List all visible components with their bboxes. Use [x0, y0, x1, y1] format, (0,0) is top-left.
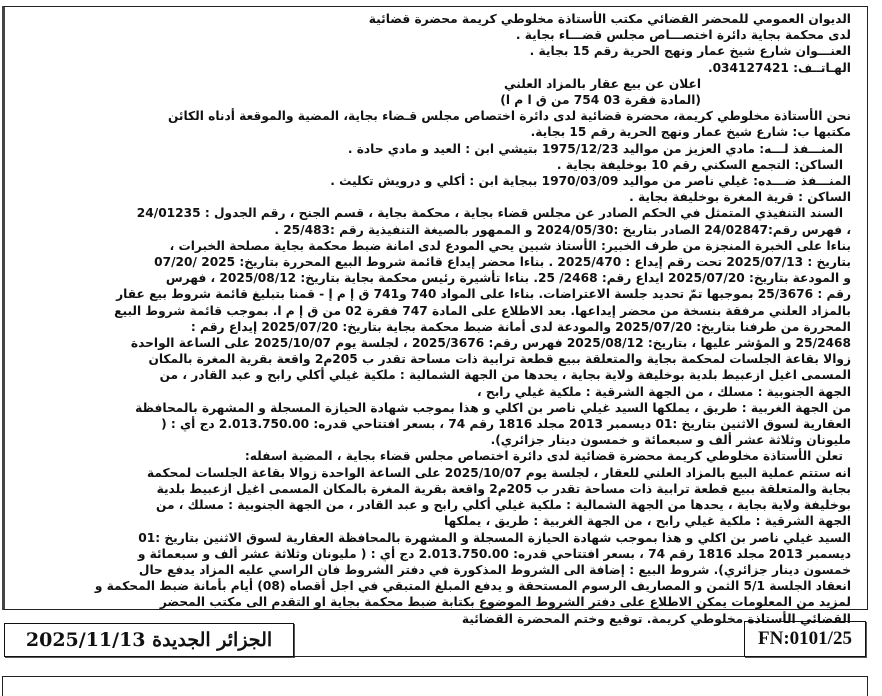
notice-body-line: و المودعة بتاريخ: 2025/07/20 ايداع رقم: 2468/ 25. بناءا تأشيرة رئيس محكمة بجاية بتاريخ: 2025/08/12 ، فهرس	[165, 271, 851, 286]
notice-header-line: الديوان العمومي للمحضر القضائي مكتب الأستاذة مخلوطي كريمة محضرة قضائية	[368, 12, 851, 26]
notice-body-line: بجاية والمتعلقة ببيع قطعة ترابية ذات مساحة تقدر ب 205م2 واقعة بقرية المغرة بالمكان المسمى اغيل ازعبيط بلدية	[156, 481, 851, 496]
notice-signature-line: القضائي الأستاذة مخلوطي كريمة. توقيع وختم المحضرة القضائية	[461, 611, 851, 626]
notice-body-line: السيد غيلي ناصر بن اكلي و هذا بموجب شهادة الحيازة المسجلة و المشهرة بالمحافظة العقارية لسوق الاثنين بتاريخ :01	[138, 530, 851, 545]
notice-body-line: 25/2468 و المؤشر عليها ، بتاريخ: 2025/08/12 فهرس رقم: 2025/3676 ، لجلسة يوم 2025/10/07 على الساعة الواحدة	[130, 336, 851, 351]
notice-body-line: السند التنفيذي المتمثل في الحكم الصادر عن مجلس قضاء بجاية ، محكمة بجاية ، قسم الجنح ، رقم الجدول : 24/01235	[136, 206, 843, 221]
notice-debtor-line: المنـــفذ ضـــده: غيلي ناصر من مواليد 1970/03/09 ببجاية ابن : أكلي و درويش تكليث .	[330, 174, 851, 189]
notice-body-line: بالمزاد العلني مرفقة بنسخة من محضر إيداعها. بعد الاطلاع على المادة 747 فقرة 02 من ق إ م ا. بموجب قائمة شروط البيع	[114, 303, 851, 318]
file-number: FN:0101/25	[758, 628, 852, 649]
notice-body-line: مكتبها ب: شارع شيخ عمار ونهج الحرية رقم 15 بجاية.	[530, 125, 851, 140]
notice-body-line: خمسون دينار جزائري). شروط البيع : إضافة الى الشروط المذكورة في دفتر الشروط فان الراسي عليه المزاد يدفع حال	[138, 562, 851, 577]
notice-body-line: المحررة من طرفنا بتاريخ: 2025/07/20 والمودعة لدى أمانة ضبط محكمة بجاية بتاريخ: 2025/07/20 إيداع رقم :	[190, 319, 851, 334]
newspaper-date: الجزائر الجديدة 2025/11/13	[25, 629, 273, 651]
notice-creditor-line: المنـــفذ لـــه: مادي العزيز من مواليد 1975/12/23 بتيشي ابن : العيد و مادي حادة .	[347, 141, 843, 156]
notice-body-line: من الجهة الغربية : طريق ، يملكها السيد غيلي ناصر بن اكلي و هذا بموجب شهادة الحيازة المسجلة و المشهرة بالمحافظة	[135, 400, 851, 415]
notice-body-line: مليونان وثلاثة عشر ألف و سبعمائة و خمسون دينار جزائري).	[490, 433, 851, 448]
notice-body-line: نحن الأستاذة مخلوطي كريمة، محضرة قضائية لدى دائرة اختصاص مجلس قـضاء بجاية، المضية والموقعة أدناه الكائن	[167, 109, 851, 124]
notice-debtor-residence: الساكن : قرية المغرة بوخليفة بجاية .	[629, 190, 851, 205]
notice-body-line: الجهة الشرقية : ملكية غيلي رابح ، من الجهة الغربية : طريق ، يملكها	[443, 514, 851, 529]
next-notice-box	[2, 676, 868, 696]
notice-body-line: بناءا على الخبرة المنجزة من طرف الخبير: الأستاذ شبين يحي المودع لدى امانة ضبط محكمة بجاية مصلحة الخبرات ،	[169, 238, 851, 253]
notice-body-line: رقم : 25/3676 بموجبها تمّ تحديد جلسة الاعتراضات. بناءا على المواد 740 و741 ق إ م إ - قمنا بتبليغ قائمة شروط بيع عقار	[116, 287, 851, 302]
notice-body-line: المسمى اغيل ازعبيط بلدية بوخليفة ولاية بجاية ، يحدها من الجهة الشمالية : ملكية غيلي أكلي رابح و عبد القادر ، من	[159, 368, 851, 383]
newspaper-date-box	[4, 623, 294, 657]
notice-title: اعلان عن بيع عقار بالمزاد العلني	[503, 76, 701, 91]
notice-body-line: زوالا بقاعة الجلسات لمحكمة بجاية والمتعلقة ببيع قطعة ترابية ذات مساحة تقدر ب 205م2 واقعة بقرية المغرة بالمكان	[148, 352, 851, 367]
notice-body-line: الجهة الجنوبية : مسلك ، من الجهة الشرقية : ملكية غيلي رابح ،	[477, 384, 851, 399]
notice-article-ref: (المادة فقرة 03 754 من ق ا م ا)	[500, 93, 701, 108]
footer-divider	[294, 656, 744, 657]
notice-body-line: انعقاد الجلسة 5/1 الثمن و المصاريف الرسوم المستحقة و يدفع المبلغ المتبقي في اجل أقصاه (08) أيام بأمانة ضبط المحكمة و	[94, 579, 851, 594]
notice-body-line: بوخليفة ولاية بجاية ، يحدها من الجهة الشمالية : ملكية غيلي أكلي رابح و عبد القادر ، من الجهة الجنوبية : مسلك ، من	[156, 498, 851, 513]
legal-notice	[2, 6, 868, 626]
notice-address-line: العنـــوان شارع شيخ عمار ونهج الحرية رقم 15 بجاية .	[529, 44, 851, 59]
notice-body-line: ، فهرس رقم:24/02847 الصادر بتاريخ :2024/05/30 و الممهور بالصيغة التنفيذية رقم :25/483 .	[274, 222, 851, 237]
file-number-box	[744, 621, 866, 657]
notice-body-line: لمزيد من المعلومات يمكن الاطلاع على دفتر الشروط الموضوع بكتابة ضبط محكمة بجاية او التقدم الى مكتب المحضر	[159, 595, 851, 610]
notice-body-line: بتاريخ : 2025/07/13 تحت رقم إيداع : 2025/470 . بناءا محضر إيداع قائمة شروط البيع المحررة بتاريخ: 2025 /07/20	[154, 255, 851, 270]
notice-body-line: انه ستتم عملية البيع بالمزاد العلني للعقار ، لجلسة يوم 2025/10/07 على الساعة الواحدة زوالا بقاعة الجلسات لمحكمة	[147, 465, 851, 480]
notice-body-line: العقارية لسوق الاثنين بتاريخ :01 ديسمبر 2013 مجلد 1816 رقم 74 ، بسعر افتتاحي قدره: 2.013.750.00 دج أي : (	[161, 417, 851, 432]
notice-phone-line: الهـاتــف: 034127421.	[707, 60, 851, 75]
notice-body-line: ديسمبر 2013 مجلد 1816 رقم 74 ، بسعر افتتاحي قدره: 2.013.750.00 دج أي : ( مليونان وثلاثة عشر ألف و سبعمائة و	[137, 546, 851, 561]
notice-court-line: لدى محكمة بجاية دائرة اختصـــاص مجلس قضـــاء بجاية .	[515, 28, 851, 43]
notice-creditor-residence: الساكن: التجمع السكني رقم 10 بوخليفة بجاية .	[556, 157, 843, 172]
notice-announcement-line: تعلن الأستاذة مخلوطي كريمة محضرة قضائية لدى دائرة اختصاص مجلس قضاء بجاية ، المضية اسفله:	[244, 449, 843, 464]
